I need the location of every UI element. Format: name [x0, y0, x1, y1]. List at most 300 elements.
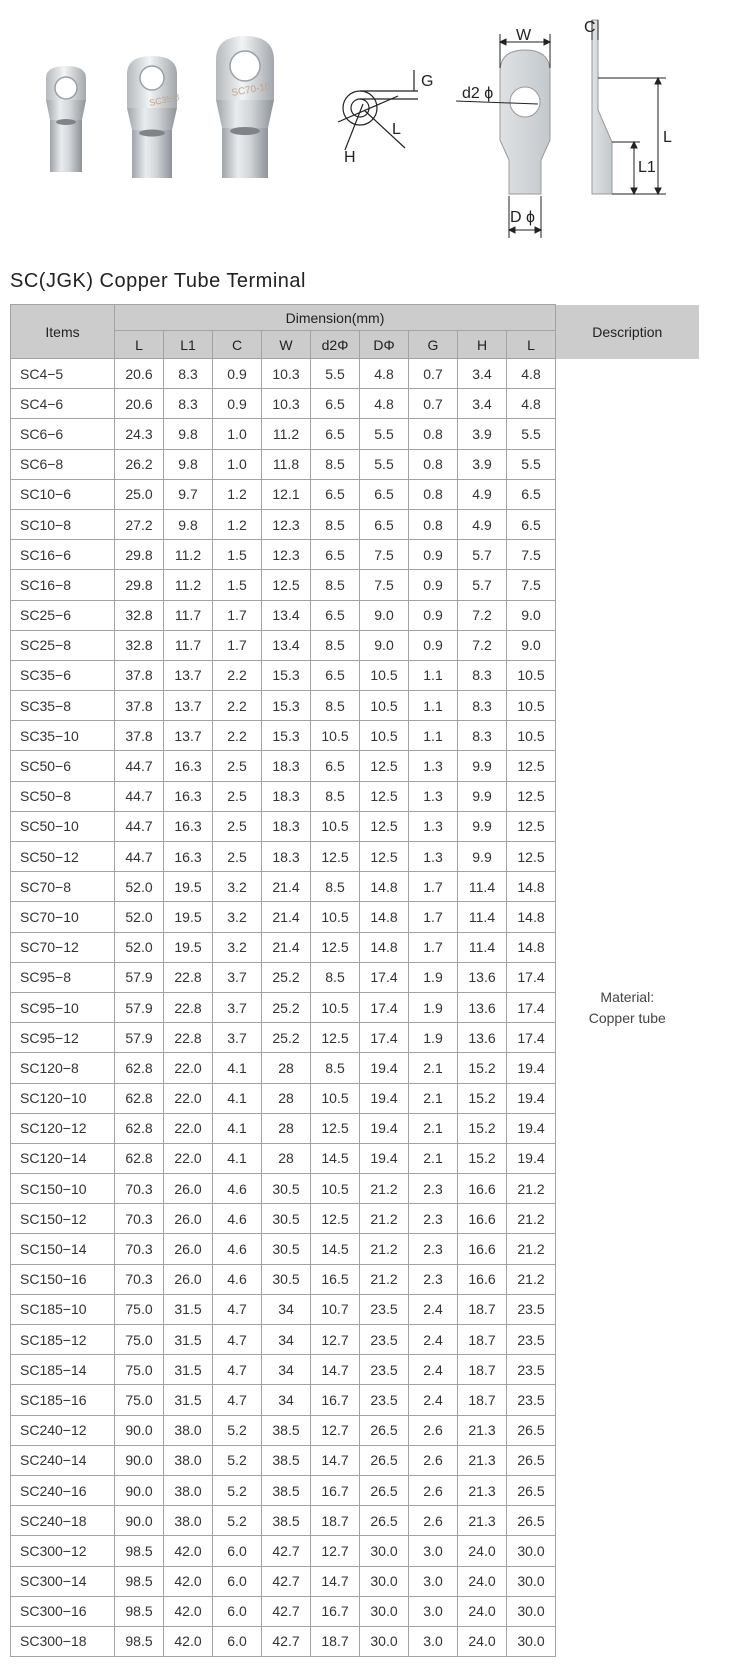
value-cell: 21.4 — [262, 872, 311, 902]
value-cell: 26.5 — [360, 1475, 409, 1505]
value-cell: 3.2 — [213, 902, 262, 932]
value-cell: 4.8 — [360, 389, 409, 419]
value-cell: 18.7 — [311, 1506, 360, 1536]
value-cell: 22.0 — [164, 1053, 213, 1083]
item-cell: SC50−10 — [11, 811, 115, 841]
column-header: L — [115, 331, 164, 359]
value-cell: 9.9 — [458, 781, 507, 811]
value-cell: 16.6 — [458, 1234, 507, 1264]
value-cell: 3.9 — [458, 449, 507, 479]
value-cell: 16.3 — [164, 811, 213, 841]
value-cell: 30.5 — [262, 1174, 311, 1204]
value-cell: 24.3 — [115, 419, 164, 449]
value-cell: 2.2 — [213, 660, 262, 690]
value-cell: 1.3 — [409, 811, 458, 841]
value-cell: 21.2 — [360, 1204, 409, 1234]
value-cell: 23.5 — [507, 1385, 556, 1415]
value-cell: 0.9 — [409, 540, 458, 570]
value-cell: 31.5 — [164, 1355, 213, 1385]
value-cell: 1.3 — [409, 781, 458, 811]
value-cell: 0.9 — [213, 389, 262, 419]
value-cell: 6.0 — [213, 1626, 262, 1656]
description-header: Description — [556, 305, 699, 359]
value-cell: 14.8 — [507, 902, 556, 932]
value-cell: 6.5 — [360, 509, 409, 539]
value-cell: 15.2 — [458, 1113, 507, 1143]
item-cell: SC4−6 — [11, 389, 115, 419]
value-cell: 6.5 — [360, 479, 409, 509]
value-cell: 11.2 — [164, 540, 213, 570]
value-cell: 27.2 — [115, 509, 164, 539]
value-cell: 4.6 — [213, 1234, 262, 1264]
value-cell: 22.0 — [164, 1113, 213, 1143]
value-cell: 6.5 — [311, 389, 360, 419]
value-cell: 2.3 — [409, 1234, 458, 1264]
item-cell: SC6−6 — [11, 419, 115, 449]
value-cell: 2.6 — [409, 1415, 458, 1445]
value-cell: 2.4 — [409, 1355, 458, 1385]
value-cell: 0.8 — [409, 419, 458, 449]
value-cell: 34 — [262, 1355, 311, 1385]
column-header: d2Φ — [311, 331, 360, 359]
value-cell: 25.0 — [115, 479, 164, 509]
dim-label-c: C — [584, 19, 596, 36]
value-cell: 23.5 — [507, 1294, 556, 1324]
value-cell: 2.5 — [213, 751, 262, 781]
value-cell: 10.5 — [311, 811, 360, 841]
value-cell: 2.1 — [409, 1113, 458, 1143]
value-cell: 4.1 — [213, 1143, 262, 1173]
dim-label-l-side: L — [392, 121, 401, 138]
dim-label-l: L — [663, 129, 672, 146]
lug-photo-large — [216, 36, 274, 178]
value-cell: 13.6 — [458, 962, 507, 992]
value-cell: 0.9 — [409, 570, 458, 600]
item-cell: SC50−8 — [11, 781, 115, 811]
value-cell: 26.5 — [360, 1445, 409, 1475]
value-cell: 75.0 — [115, 1294, 164, 1324]
value-cell: 7.2 — [458, 630, 507, 660]
value-cell: 18.3 — [262, 751, 311, 781]
value-cell: 4.6 — [213, 1174, 262, 1204]
item-cell: SC120−12 — [11, 1113, 115, 1143]
value-cell: 24.0 — [458, 1596, 507, 1626]
value-cell: 19.4 — [507, 1053, 556, 1083]
item-cell: SC70−12 — [11, 932, 115, 962]
value-cell: 19.4 — [507, 1113, 556, 1143]
column-header: H — [458, 331, 507, 359]
dim-label-w: W — [516, 27, 532, 44]
value-cell: 6.5 — [311, 419, 360, 449]
value-cell: 42.0 — [164, 1536, 213, 1566]
item-cell: SC120−14 — [11, 1143, 115, 1173]
item-cell: SC150−16 — [11, 1264, 115, 1294]
item-cell: SC35−8 — [11, 691, 115, 721]
value-cell: 21.3 — [458, 1445, 507, 1475]
value-cell: 19.4 — [507, 1143, 556, 1173]
value-cell: 14.8 — [360, 902, 409, 932]
value-cell: 8.5 — [311, 509, 360, 539]
value-cell: 28 — [262, 1113, 311, 1143]
value-cell: 8.5 — [311, 449, 360, 479]
value-cell: 18.7 — [458, 1325, 507, 1355]
value-cell: 57.9 — [115, 1023, 164, 1053]
value-cell: 2.1 — [409, 1083, 458, 1113]
value-cell: 23.5 — [360, 1355, 409, 1385]
item-cell: SC10−6 — [11, 479, 115, 509]
value-cell: 14.8 — [360, 932, 409, 962]
value-cell: 1.7 — [409, 902, 458, 932]
value-cell: 26.0 — [164, 1174, 213, 1204]
value-cell: 14.7 — [311, 1445, 360, 1475]
value-cell: 5.7 — [458, 570, 507, 600]
value-cell: 62.8 — [115, 1053, 164, 1083]
value-cell: 20.6 — [115, 389, 164, 419]
value-cell: 19.4 — [507, 1083, 556, 1113]
value-cell: 28 — [262, 1053, 311, 1083]
value-cell: 26.2 — [115, 449, 164, 479]
item-cell: SC16−6 — [11, 540, 115, 570]
value-cell: 38.5 — [262, 1475, 311, 1505]
value-cell: 5.2 — [213, 1415, 262, 1445]
item-cell: SC185−10 — [11, 1294, 115, 1324]
value-cell: 21.2 — [507, 1264, 556, 1294]
value-cell: 11.4 — [458, 872, 507, 902]
value-cell: 62.8 — [115, 1083, 164, 1113]
value-cell: 42.7 — [262, 1626, 311, 1656]
value-cell: 16.3 — [164, 842, 213, 872]
value-cell: 4.8 — [507, 389, 556, 419]
value-cell: 21.2 — [507, 1204, 556, 1234]
value-cell: 22.0 — [164, 1083, 213, 1113]
value-cell: 26.5 — [507, 1506, 556, 1536]
value-cell: 17.4 — [507, 992, 556, 1022]
value-cell: 10.5 — [311, 902, 360, 932]
page-title: SC(JGK) Copper Tube Terminal — [10, 270, 306, 292]
value-cell: 62.8 — [115, 1113, 164, 1143]
value-cell: 25.2 — [262, 962, 311, 992]
value-cell: 2.4 — [409, 1385, 458, 1415]
value-cell: 13.4 — [262, 630, 311, 660]
value-cell: 12.5 — [311, 842, 360, 872]
value-cell: 28 — [262, 1083, 311, 1113]
value-cell: 29.8 — [115, 540, 164, 570]
value-cell: 17.4 — [360, 992, 409, 1022]
value-cell: 12.5 — [360, 811, 409, 841]
value-cell: 26.5 — [360, 1506, 409, 1536]
item-cell: SC300−14 — [11, 1566, 115, 1596]
value-cell: 3.0 — [409, 1566, 458, 1596]
value-cell: 11.2 — [262, 419, 311, 449]
value-cell: 5.5 — [311, 359, 360, 389]
item-cell: SC95−8 — [11, 962, 115, 992]
value-cell: 6.5 — [311, 479, 360, 509]
value-cell: 3.7 — [213, 1023, 262, 1053]
value-cell: 12.5 — [507, 842, 556, 872]
item-cell: SC50−6 — [11, 751, 115, 781]
value-cell: 6.5 — [311, 600, 360, 630]
value-cell: 3.4 — [458, 359, 507, 389]
value-cell: 23.5 — [507, 1355, 556, 1385]
value-cell: 75.0 — [115, 1325, 164, 1355]
item-cell: SC185−14 — [11, 1355, 115, 1385]
value-cell: 10.3 — [262, 359, 311, 389]
value-cell: 5.5 — [507, 449, 556, 479]
value-cell: 44.7 — [115, 751, 164, 781]
value-cell: 21.3 — [458, 1475, 507, 1505]
value-cell: 16.7 — [311, 1596, 360, 1626]
item-cell: SC70−10 — [11, 902, 115, 932]
value-cell: 2.6 — [409, 1445, 458, 1475]
value-cell: 38.0 — [164, 1506, 213, 1536]
dim-label-d2: d2 ϕ — [462, 85, 494, 102]
value-cell: 8.3 — [164, 389, 213, 419]
value-cell: 14.8 — [507, 872, 556, 902]
value-cell: 9.9 — [458, 811, 507, 841]
value-cell: 34 — [262, 1385, 311, 1415]
value-cell: 13.4 — [262, 600, 311, 630]
value-cell: 12.5 — [311, 1204, 360, 1234]
dimension-header: Dimension(mm) — [115, 305, 556, 331]
value-cell: 32.8 — [115, 630, 164, 660]
value-cell: 0.7 — [409, 359, 458, 389]
value-cell: 44.7 — [115, 781, 164, 811]
value-cell: 12.5 — [311, 1113, 360, 1143]
value-cell: 1.7 — [213, 600, 262, 630]
value-cell: 9.8 — [164, 509, 213, 539]
value-cell: 17.4 — [507, 962, 556, 992]
column-header: L1 — [164, 331, 213, 359]
items-header: Items — [11, 305, 115, 359]
value-cell: 10.5 — [311, 992, 360, 1022]
item-cell: SC70−8 — [11, 872, 115, 902]
value-cell: 13.7 — [164, 660, 213, 690]
value-cell: 16.7 — [311, 1475, 360, 1505]
value-cell: 11.7 — [164, 630, 213, 660]
value-cell: 18.7 — [458, 1355, 507, 1385]
value-cell: 4.7 — [213, 1355, 262, 1385]
value-cell: 4.7 — [213, 1294, 262, 1324]
description-cell — [556, 359, 699, 1657]
value-cell: 2.5 — [213, 811, 262, 841]
item-cell: SC50−12 — [11, 842, 115, 872]
value-cell: 2.1 — [409, 1053, 458, 1083]
value-cell: 21.4 — [262, 902, 311, 932]
value-cell: 42.7 — [262, 1536, 311, 1566]
value-cell: 17.4 — [360, 1023, 409, 1053]
value-cell: 6.5 — [311, 660, 360, 690]
value-cell: 24.0 — [458, 1566, 507, 1596]
value-cell: 21.3 — [458, 1506, 507, 1536]
value-cell: 2.4 — [409, 1325, 458, 1355]
value-cell: 90.0 — [115, 1506, 164, 1536]
value-cell: 14.8 — [507, 932, 556, 962]
item-cell: SC25−6 — [11, 600, 115, 630]
spec-table — [10, 304, 699, 1657]
value-cell: 13.7 — [164, 721, 213, 751]
value-cell: 22.0 — [164, 1143, 213, 1173]
value-cell: 70.3 — [115, 1204, 164, 1234]
value-cell: 26.5 — [507, 1415, 556, 1445]
value-cell: 11.7 — [164, 600, 213, 630]
value-cell: 9.0 — [360, 630, 409, 660]
column-header: C — [213, 331, 262, 359]
value-cell: 30.5 — [262, 1234, 311, 1264]
value-cell: 2.2 — [213, 691, 262, 721]
item-cell: SC150−14 — [11, 1234, 115, 1264]
value-cell: 15.2 — [458, 1083, 507, 1113]
value-cell: 4.8 — [507, 359, 556, 389]
value-cell: 10.5 — [311, 721, 360, 751]
value-cell: 1.0 — [213, 449, 262, 479]
value-cell: 22.8 — [164, 962, 213, 992]
value-cell: 18.7 — [458, 1294, 507, 1324]
value-cell: 10.5 — [507, 660, 556, 690]
description-material-label: Material: — [600, 988, 655, 1005]
value-cell: 98.5 — [115, 1596, 164, 1626]
value-cell: 6.0 — [213, 1536, 262, 1566]
item-cell: SC16−8 — [11, 570, 115, 600]
value-cell: 2.3 — [409, 1264, 458, 1294]
value-cell: 90.0 — [115, 1445, 164, 1475]
value-cell: 10.5 — [360, 660, 409, 690]
item-cell: SC150−12 — [11, 1204, 115, 1234]
value-cell: 0.8 — [409, 479, 458, 509]
column-header: G — [409, 331, 458, 359]
value-cell: 8.5 — [311, 781, 360, 811]
value-cell: 2.1 — [409, 1143, 458, 1173]
value-cell: 5.5 — [360, 449, 409, 479]
item-cell: SC185−16 — [11, 1385, 115, 1415]
lug-photo-medium — [127, 56, 180, 178]
value-cell: 15.3 — [262, 691, 311, 721]
value-cell: 9.0 — [507, 630, 556, 660]
value-cell: 3.0 — [409, 1536, 458, 1566]
value-cell: 16.3 — [164, 781, 213, 811]
value-cell: 12.3 — [262, 540, 311, 570]
column-header: L — [507, 331, 556, 359]
value-cell: 16.6 — [458, 1204, 507, 1234]
value-cell: 31.5 — [164, 1385, 213, 1415]
value-cell: 18.7 — [458, 1385, 507, 1415]
value-cell: 19.4 — [360, 1083, 409, 1113]
value-cell: 1.5 — [213, 540, 262, 570]
value-cell: 6.0 — [213, 1596, 262, 1626]
value-cell: 12.7 — [311, 1415, 360, 1445]
value-cell: 98.5 — [115, 1566, 164, 1596]
lug-photo-small — [46, 66, 86, 172]
value-cell: 6.5 — [507, 509, 556, 539]
value-cell: 18.3 — [262, 781, 311, 811]
value-cell: 70.3 — [115, 1174, 164, 1204]
value-cell: 2.6 — [409, 1506, 458, 1536]
dim-label-d: D ϕ — [510, 209, 535, 226]
value-cell: 3.7 — [213, 992, 262, 1022]
value-cell: 16.6 — [458, 1264, 507, 1294]
value-cell: 0.9 — [213, 359, 262, 389]
value-cell: 26.5 — [507, 1445, 556, 1475]
item-cell: SC300−12 — [11, 1536, 115, 1566]
value-cell: 18.3 — [262, 811, 311, 841]
value-cell: 32.8 — [115, 600, 164, 630]
value-cell: 75.0 — [115, 1385, 164, 1415]
value-cell: 98.5 — [115, 1626, 164, 1656]
value-cell: 4.9 — [458, 509, 507, 539]
value-cell: 3.2 — [213, 872, 262, 902]
value-cell: 10.5 — [507, 721, 556, 751]
value-cell: 34 — [262, 1325, 311, 1355]
value-cell: 2.5 — [213, 842, 262, 872]
value-cell: 26.5 — [507, 1475, 556, 1505]
value-cell: 4.6 — [213, 1264, 262, 1294]
value-cell: 19.5 — [164, 872, 213, 902]
value-cell: 21.2 — [507, 1234, 556, 1264]
value-cell: 5.7 — [458, 540, 507, 570]
value-cell: 26.0 — [164, 1234, 213, 1264]
value-cell: 2.3 — [409, 1174, 458, 1204]
item-cell: SC4−5 — [11, 359, 115, 389]
value-cell: 42.0 — [164, 1596, 213, 1626]
value-cell: 31.5 — [164, 1294, 213, 1324]
value-cell: 1.7 — [409, 932, 458, 962]
value-cell: 1.3 — [409, 751, 458, 781]
value-cell: 8.3 — [458, 691, 507, 721]
item-cell: SC185−12 — [11, 1325, 115, 1355]
value-cell: 26.0 — [164, 1204, 213, 1234]
value-cell: 3.7 — [213, 962, 262, 992]
value-cell: 9.7 — [164, 479, 213, 509]
value-cell: 21.4 — [262, 932, 311, 962]
value-cell: 30.0 — [507, 1596, 556, 1626]
value-cell: 2.5 — [213, 781, 262, 811]
value-cell: 23.5 — [360, 1385, 409, 1415]
value-cell: 44.7 — [115, 811, 164, 841]
item-cell: SC150−10 — [11, 1174, 115, 1204]
item-cell: SC95−12 — [11, 1023, 115, 1053]
value-cell: 19.4 — [360, 1143, 409, 1173]
value-cell: 30.0 — [507, 1566, 556, 1596]
value-cell: 7.5 — [360, 570, 409, 600]
value-cell: 28 — [262, 1143, 311, 1173]
value-cell: 9.9 — [458, 842, 507, 872]
value-cell: 12.5 — [360, 842, 409, 872]
value-cell: 4.9 — [458, 479, 507, 509]
value-cell: 8.3 — [164, 359, 213, 389]
value-cell: 0.9 — [409, 630, 458, 660]
value-cell: 12.7 — [311, 1536, 360, 1566]
value-cell: 15.2 — [458, 1053, 507, 1083]
value-cell: 14.8 — [360, 872, 409, 902]
value-cell: 2.3 — [409, 1204, 458, 1234]
value-cell: 75.0 — [115, 1355, 164, 1385]
value-cell: 19.4 — [360, 1053, 409, 1083]
value-cell: 38.0 — [164, 1415, 213, 1445]
value-cell: 8.5 — [311, 872, 360, 902]
value-cell: 8.5 — [311, 570, 360, 600]
value-cell: 3.0 — [409, 1626, 458, 1656]
value-cell: 25.2 — [262, 1023, 311, 1053]
value-cell: 5.2 — [213, 1506, 262, 1536]
value-cell: 21.3 — [458, 1415, 507, 1445]
value-cell: 42.7 — [262, 1596, 311, 1626]
value-cell: 0.9 — [409, 600, 458, 630]
value-cell: 37.8 — [115, 660, 164, 690]
value-cell: 5.2 — [213, 1445, 262, 1475]
value-cell: 34 — [262, 1294, 311, 1324]
item-cell: SC300−16 — [11, 1596, 115, 1626]
value-cell: 38.5 — [262, 1415, 311, 1445]
value-cell: 5.5 — [507, 419, 556, 449]
